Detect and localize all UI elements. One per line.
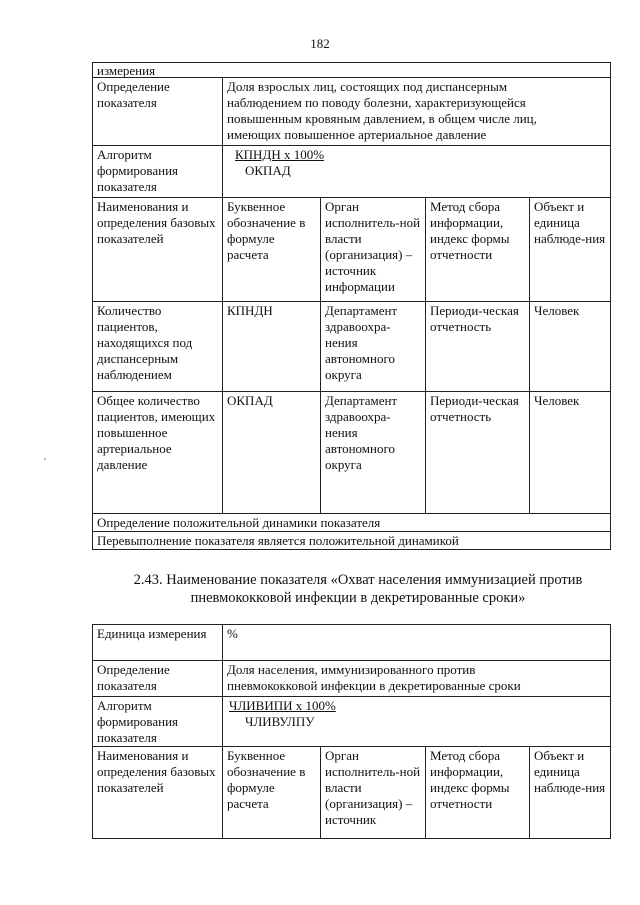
formula-numerator: ЧЛИВИПИ х 100% xyxy=(229,698,336,713)
definition-value xyxy=(223,661,611,697)
row-unit: Человек xyxy=(530,302,611,392)
definition-line: наблюдением по поводу болезни, характеризующейся xyxy=(227,95,526,110)
formula-numerator: КПНДН х 100% xyxy=(235,147,325,162)
formula-denominator: ЧЛИВУЛПУ xyxy=(245,714,315,729)
row-unit-continuation: измерения xyxy=(93,63,611,78)
definition-line: Доля населения, иммунизированного против xyxy=(227,662,476,677)
section-heading-line: 2.43. Наименование показателя «Охват населения иммунизацией против xyxy=(133,572,583,588)
row-unit: Человек xyxy=(530,392,611,514)
unit-label: Единица измерения xyxy=(93,625,223,661)
row-name: Количество пациентов, находящихся под диспансерным наблюдением xyxy=(93,302,223,392)
header-source: Орган исполнитель-ной власти (организация) – источник xyxy=(321,747,426,839)
section-heading xyxy=(88,571,628,607)
algorithm-label: Алгоритм формирования показателя xyxy=(93,146,223,198)
definition-value xyxy=(223,78,611,146)
header-code: Буквенное обозначение в формуле расчета xyxy=(223,747,321,839)
algorithm-formula xyxy=(223,146,611,198)
table-row xyxy=(93,392,611,514)
formula-denominator: ОКПАД xyxy=(245,163,291,178)
header-method: Метод сбора информации, индекс формы отчетности xyxy=(426,198,530,302)
header-unit: Объект и единица наблюде-ния xyxy=(530,198,611,302)
definition-line: повышенным кровяным давлением, в общем числе лиц, xyxy=(227,111,537,126)
row-code: КПНДН xyxy=(223,302,321,392)
header-name: Наименования и определения базовых показателей xyxy=(93,747,223,839)
unit-value: % xyxy=(223,625,611,661)
header-method: Метод сбора информации, индекс формы отчетности xyxy=(426,747,530,839)
positive-dynamics-label: Определение положительной динамики показателя xyxy=(93,514,611,532)
definition-label: Определение показателя xyxy=(93,78,223,146)
header-unit: Объект и единица наблюде-ния xyxy=(530,747,611,839)
scan-artifact-dot xyxy=(44,458,46,460)
definition-line: Доля взрослых лиц, состоящих под диспансерным xyxy=(227,79,508,94)
definition-line: имеющих повышенное артериальное давление xyxy=(227,127,487,142)
row-method: Периоди-ческая отчетность xyxy=(426,302,530,392)
row-source: Департамент здравоохра-нения автономного округа xyxy=(321,302,426,392)
positive-dynamics-value: Перевыполнение показателя является положительной динамикой xyxy=(93,532,611,550)
header-name: Наименования и определения базовых показателей xyxy=(93,198,223,302)
header-code: Буквенное обозначение в формуле расчета xyxy=(223,198,321,302)
indicator-table-hypertension xyxy=(92,62,611,550)
header-source: Орган исполнитель-ной власти (организация) – источник информации xyxy=(321,198,426,302)
row-source: Департамент здравоохра-нения автономного округа xyxy=(321,392,426,514)
row-name: Общее количество пациентов, имеющих повышенное артериальное давление xyxy=(93,392,223,514)
algorithm-label: Алгоритм формирования показателя xyxy=(93,697,223,747)
definition-label: Определение показателя xyxy=(93,661,223,697)
page-number: 182 xyxy=(310,36,330,51)
row-method: Периоди-ческая отчетность xyxy=(426,392,530,514)
section-heading-line: пневмококковой инфекции в декретированные сроки» xyxy=(190,590,526,606)
indicator-table-pneumococcal xyxy=(92,624,611,839)
algorithm-formula xyxy=(223,697,611,747)
row-code: ОКПАД xyxy=(223,392,321,514)
table-row xyxy=(93,302,611,392)
definition-line: пневмококковой инфекции в декретированные сроки xyxy=(227,678,521,693)
